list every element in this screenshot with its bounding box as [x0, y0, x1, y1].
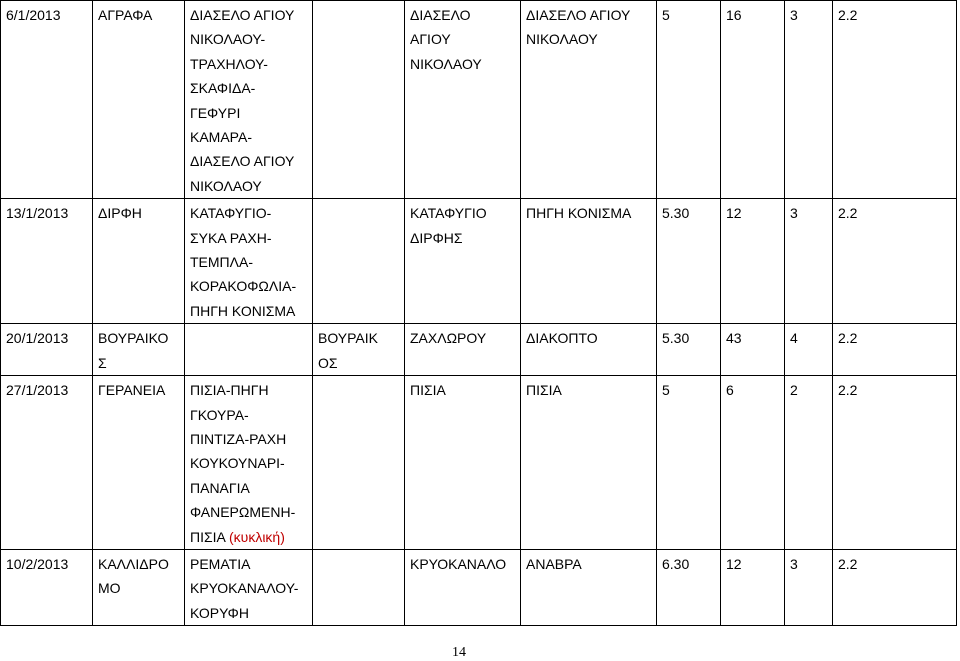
end-line: ΝΙΚΟΛΑΟΥ	[526, 31, 598, 48]
difficulty-cell: 2	[785, 376, 833, 550]
route-line: ΠΗΓΗ ΚΟΝΙΣΜΑ	[190, 302, 296, 319]
area-cell	[93, 1, 185, 199]
level-cell: 2.2	[833, 376, 957, 550]
end-cell	[521, 376, 657, 550]
area-cell	[93, 549, 185, 625]
end-line: ΠΙΣΙΑ	[526, 382, 562, 399]
route-line: ΤΡΑΧΗΛΟΥ-	[190, 55, 268, 72]
start-line: ΔΙΡΦΗΣ	[410, 229, 463, 246]
date-cell: 10/2/2013	[1, 549, 93, 625]
start-line: ΚΡΥΟΚΑΝΑΛΟ	[410, 555, 507, 572]
distance-cell: 16	[721, 1, 785, 199]
end-line: ΑΝΑΒΡΑ	[526, 555, 582, 572]
start-cell	[405, 324, 521, 376]
route-line: ΚΟΡΑΚΟΦΩΛΙΑ-	[190, 278, 297, 295]
route-line: ΡΕΜΑΤΙΑ	[190, 555, 251, 572]
alt-route-cell	[313, 549, 405, 625]
start-line: ΖΑΧΛΩΡΟΥ	[410, 330, 487, 347]
route-cell	[185, 1, 313, 199]
alt-route-line: ΟΣ	[318, 354, 338, 371]
distance-cell: 12	[721, 549, 785, 625]
alt-route-cell	[313, 199, 405, 324]
route-line: ΣΥΚΑ ΡΑΧΗ-	[190, 229, 272, 246]
start-line: ΠΙΣΙΑ	[410, 382, 446, 399]
date-cell: 20/1/2013	[1, 324, 93, 376]
table-row	[1, 376, 957, 550]
end-cell	[521, 1, 657, 199]
date-cell: 13/1/2013	[1, 199, 93, 324]
area-cell	[93, 376, 185, 550]
route-line: ΚΑΤΑΦΥΓΙΟ-	[190, 205, 272, 222]
level-cell: 2.2	[833, 324, 957, 376]
page-number: 14	[452, 645, 466, 660]
table-row	[1, 324, 957, 376]
start-cell	[405, 549, 521, 625]
table-row	[1, 1, 957, 199]
start-line: ΔΙΑΣΕΛΟ	[410, 7, 471, 23]
end-line: ΔΙΑΚΟΠΤΟ	[526, 330, 598, 347]
route-cell	[185, 376, 313, 550]
table-row	[1, 549, 957, 625]
route-line: ΣΚΑΦΙΔΑ-	[190, 80, 256, 97]
route-note: (κυκλική)	[229, 528, 285, 545]
distance-cell: 12	[721, 199, 785, 324]
area-line: ΜΟ	[98, 580, 121, 597]
level-cell: 2.2	[833, 199, 957, 324]
schedule-body	[1, 1, 957, 626]
duration-cell: 5.30	[657, 324, 721, 376]
area-cell	[93, 199, 185, 324]
distance-cell: 6	[721, 376, 785, 550]
table-row	[1, 199, 957, 324]
duration-cell: 5	[657, 1, 721, 199]
alt-route-cell	[313, 1, 405, 199]
route-line: ΔΙΑΣΕΛΟ ΑΓΙΟΥ	[190, 153, 295, 170]
route-line: ΚΟΥΚΟΥΝΑΡΙ-	[190, 455, 285, 472]
route-cell	[185, 549, 313, 625]
level-cell: 2.2	[833, 1, 957, 199]
start-cell	[405, 199, 521, 324]
start-line: ΚΑΤΑΦΥΓΙΟ	[410, 205, 487, 222]
end-cell	[521, 199, 657, 324]
area-line: ΚΑΛΛΙΔΡΟ	[98, 555, 169, 572]
area-line: ΒΟΥΡΑΙΚΟ	[98, 330, 169, 347]
route-line: ΓΚΟΥΡΑ-	[190, 406, 249, 423]
end-cell	[521, 324, 657, 376]
duration-cell: 5.30	[657, 199, 721, 324]
level-cell: 2.2	[833, 549, 957, 625]
area-cell	[93, 324, 185, 376]
date-cell: 6/1/2013	[1, 1, 93, 199]
route-cell	[185, 199, 313, 324]
end-line: ΔΙΑΣΕΛΟ ΑΓΙΟΥ	[526, 7, 631, 23]
area-line: ΔΙΡΦΗ	[98, 205, 142, 222]
area-line: ΓΕΡΑΝΕΙΑ	[98, 382, 166, 399]
route-line: ΠΙΣΙΑ (κυκλική)	[190, 528, 285, 545]
alt-route-line: ΒΟΥΡΑΙΚ	[318, 330, 378, 347]
route-line: ΠΑΝΑΓΙΑ	[190, 479, 250, 496]
difficulty-cell: 3	[785, 549, 833, 625]
route-line: ΓΕΦΥΡΙ	[190, 104, 241, 121]
date-cell: 27/1/2013	[1, 376, 93, 550]
route-line: ΚΟΡΥΦΗ	[190, 604, 249, 621]
alt-route-cell	[313, 376, 405, 550]
start-line: ΝΙΚΟΛΑΟΥ	[410, 55, 482, 72]
start-cell	[405, 376, 521, 550]
route-line: ΠΙΝΤΙΖΑ-ΡΑΧΗ	[190, 430, 287, 447]
route-line: ΚΡΥΟΚΑΝΑΛΟΥ-	[190, 580, 299, 597]
duration-cell: 6.30	[657, 549, 721, 625]
area-line: Σ	[98, 354, 107, 371]
start-cell	[405, 1, 521, 199]
start-line: ΑΓΙΟΥ	[410, 31, 451, 48]
end-line: ΠΗΓΗ ΚΟΝΙΣΜΑ	[526, 205, 632, 222]
route-line: ΔΙΑΣΕΛΟ ΑΓΙΟΥ	[190, 7, 295, 23]
area-line: ΑΓΡΑΦΑ	[98, 7, 153, 23]
route-line: ΚΑΜΑΡΑ-	[190, 129, 252, 146]
alt-route-cell	[313, 324, 405, 376]
route-line: ΝΙΚΟΛΑΟΥ	[190, 177, 262, 194]
difficulty-cell: 3	[785, 1, 833, 199]
difficulty-cell: 4	[785, 324, 833, 376]
route-line: ΤΕΜΠΛΑ-	[190, 254, 254, 271]
distance-cell: 43	[721, 324, 785, 376]
route-cell	[185, 324, 313, 376]
end-cell	[521, 549, 657, 625]
route-line: ΝΙΚΟΛΑΟΥ-	[190, 31, 266, 48]
route-line: ΦΑΝΕΡΩΜΕΝΗ-	[190, 504, 296, 521]
difficulty-cell: 3	[785, 199, 833, 324]
duration-cell: 5	[657, 376, 721, 550]
route-line: ΠΙΣΙΑ-ΠΗΓΗ	[190, 382, 269, 399]
